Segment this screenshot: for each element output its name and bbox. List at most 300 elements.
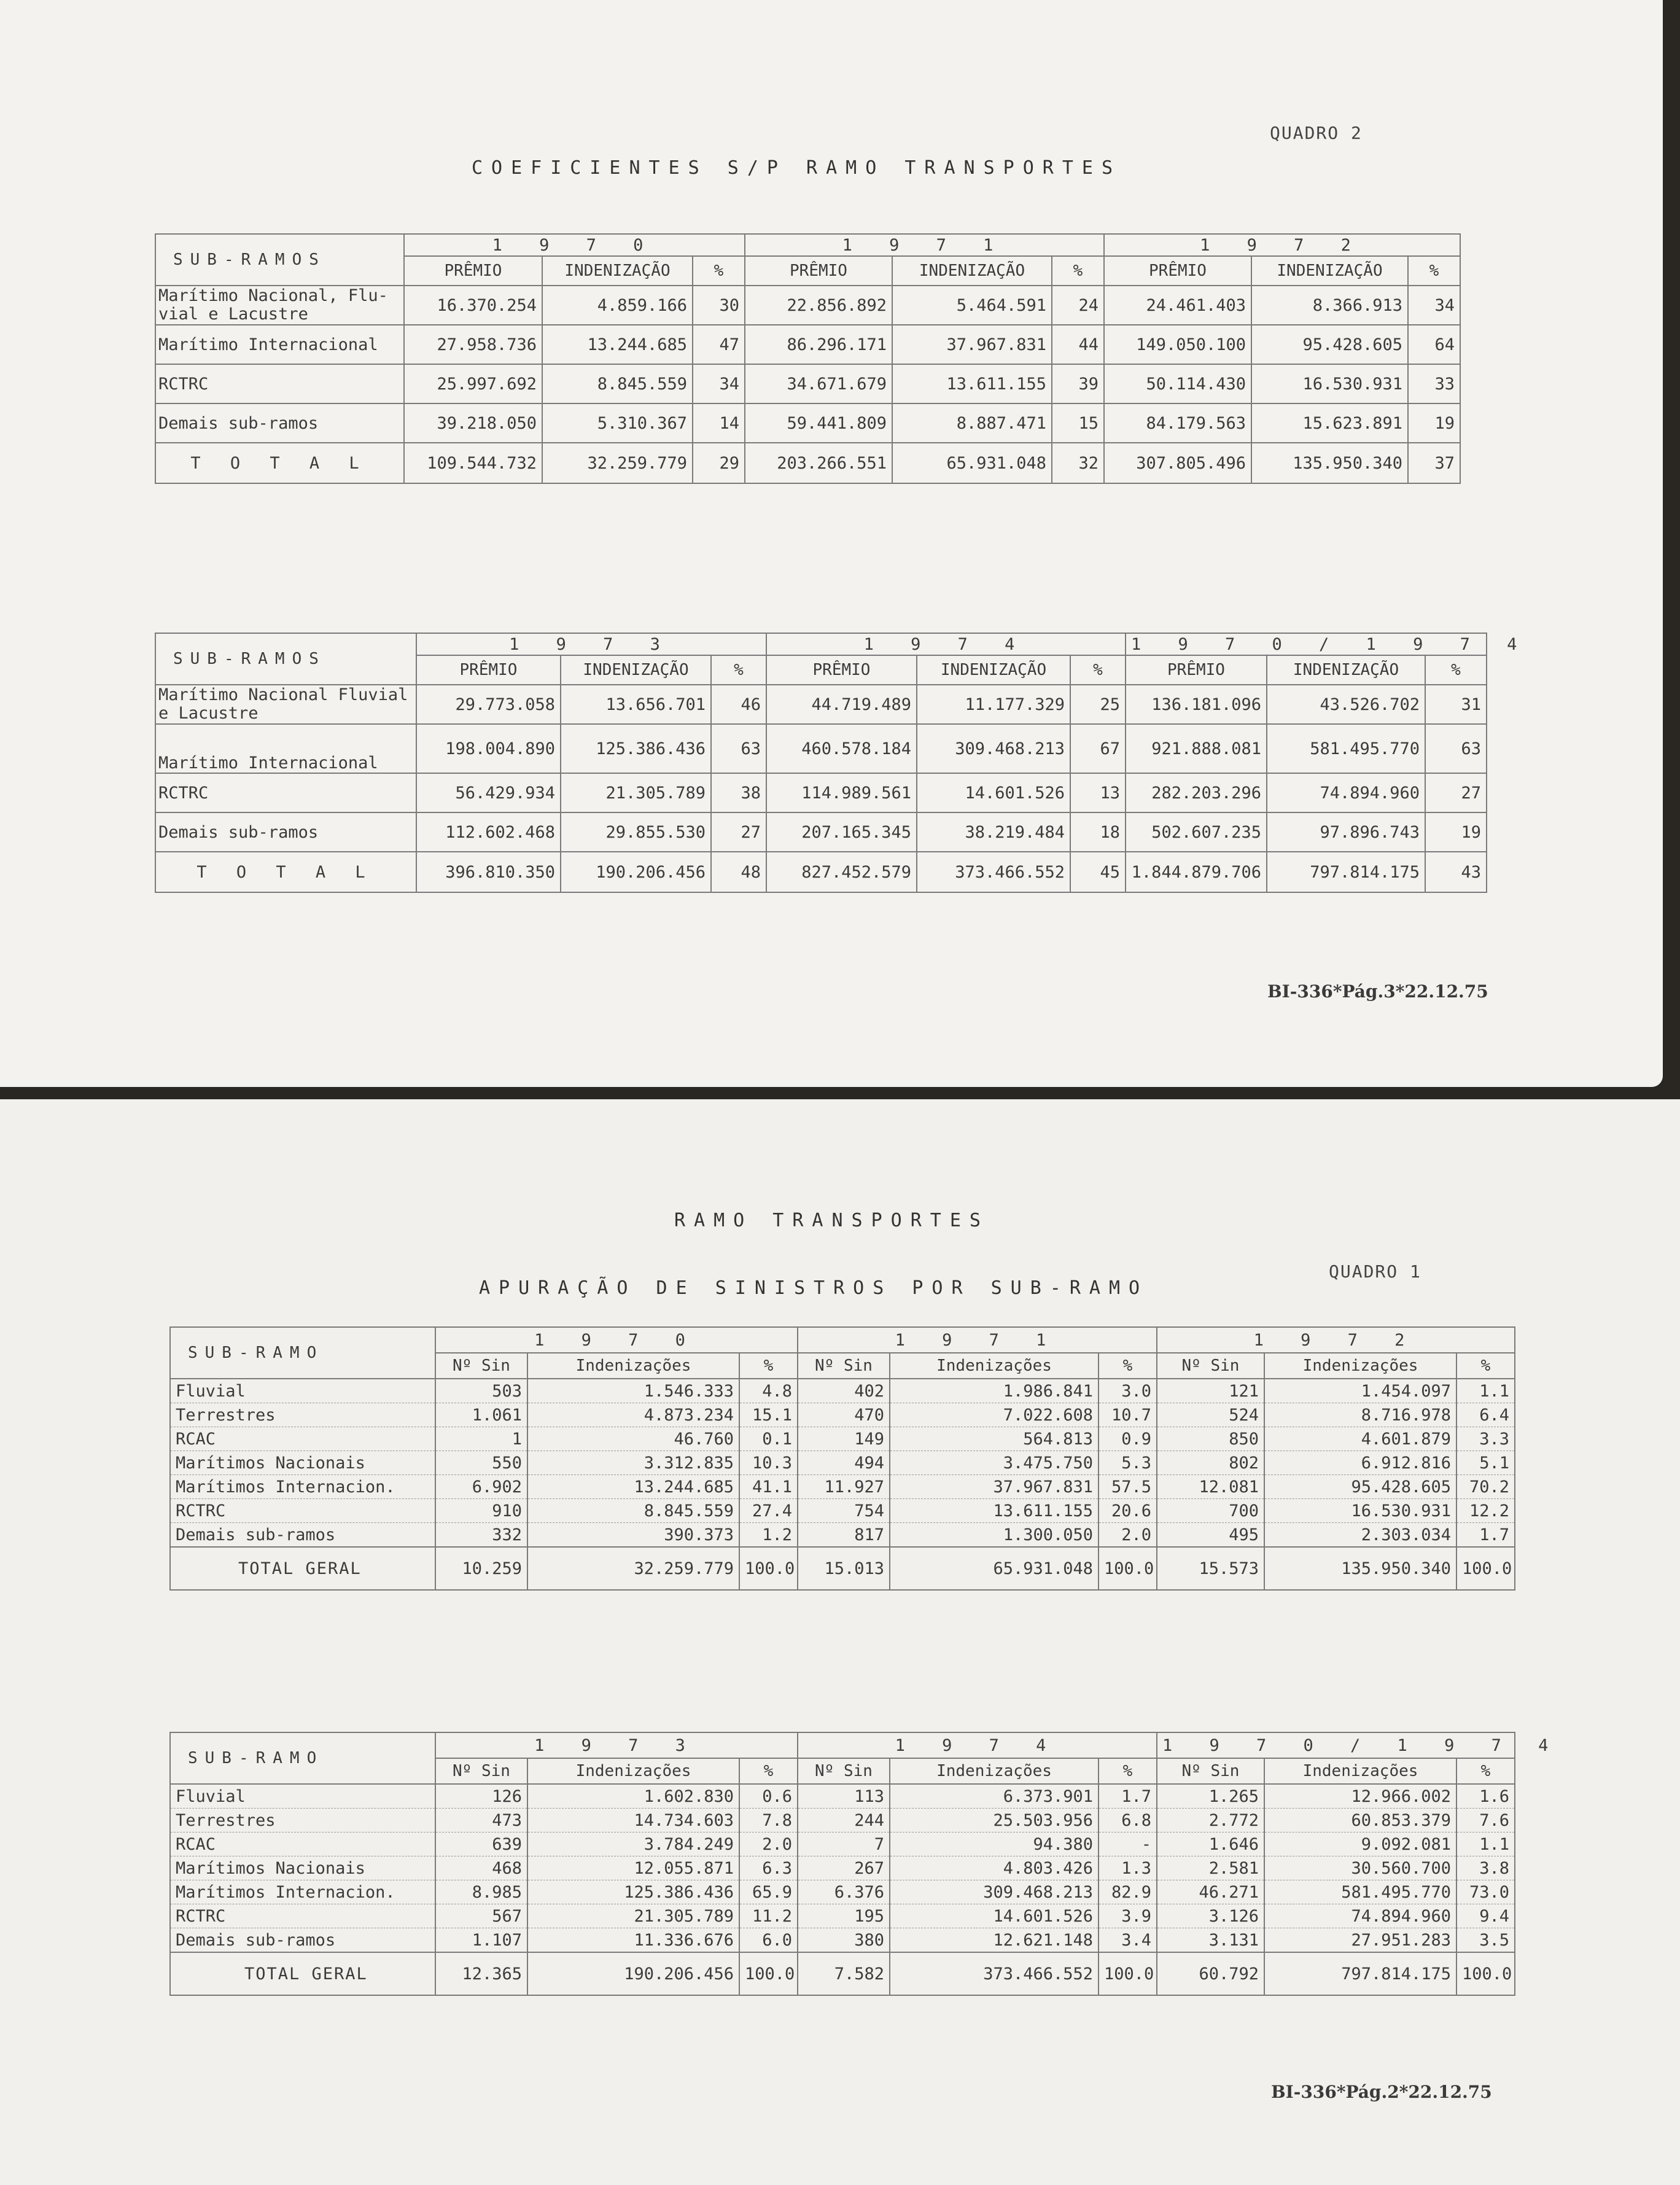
cell: 1.546.333 (527, 1379, 739, 1403)
cell: 65.931.048 (892, 443, 1052, 483)
cell: 402 (798, 1379, 890, 1403)
cell: 19 (1408, 403, 1460, 443)
col-header: PRÊMIO (416, 655, 561, 685)
cell: 27 (711, 812, 766, 852)
col-header: % (1052, 256, 1104, 286)
table-row (155, 724, 1487, 773)
cell: 97.896.743 (1267, 812, 1425, 852)
row-label: Marítimo Internacional (155, 724, 416, 773)
cell: 1.265 (1157, 1784, 1264, 1809)
cell: 6.902 (435, 1475, 527, 1499)
cell: 3.784.249 (527, 1833, 739, 1856)
cell: 3.5 (1456, 1928, 1515, 1953)
cell: 802 (1157, 1451, 1264, 1475)
cell: 14.734.603 (527, 1809, 739, 1833)
cell: 31 (1425, 685, 1487, 724)
year-header: 1 9 7 3 (435, 1732, 798, 1758)
cell: 48 (711, 852, 766, 892)
col-header: INDENIZAÇÃO (542, 256, 693, 286)
cell: 34 (693, 364, 745, 403)
cell: 46.760 (527, 1427, 739, 1451)
col-header: Indenizações (890, 1758, 1099, 1784)
cell: 2.772 (1157, 1809, 1264, 1833)
cell: 25.997.692 (404, 364, 542, 403)
cell: 38 (711, 773, 766, 812)
cell: 1.1 (1456, 1379, 1515, 1403)
cell: 7.6 (1456, 1809, 1515, 1833)
cell: 14.601.526 (890, 1904, 1099, 1928)
cell: 267 (798, 1856, 890, 1880)
cell: 27.958.736 (404, 325, 542, 364)
col-header: Nº Sin (1157, 1758, 1264, 1784)
col-header: PRÊMIO (766, 655, 917, 685)
year-header: 1 9 7 4 (766, 633, 1126, 655)
cell: 15.573 (1157, 1547, 1264, 1590)
row-label: Marítimos Internacion. (170, 1475, 435, 1499)
cell: 190.206.456 (561, 852, 711, 892)
cell: 21.305.789 (527, 1904, 739, 1928)
row-label: RCAC (170, 1427, 435, 1451)
cell: 639 (435, 1833, 527, 1856)
row-label: Marítimos Nacionais (170, 1856, 435, 1880)
claims-table-1973-1974 (169, 1732, 1562, 1996)
cell: 112.602.468 (416, 812, 561, 852)
cell: 113 (798, 1784, 890, 1809)
cell: 3.4 (1099, 1928, 1157, 1953)
table-row (170, 1880, 1515, 1904)
cell: 100.0 (1456, 1547, 1515, 1590)
table-row (155, 403, 1460, 443)
table-row (170, 1451, 1515, 1475)
cell: 6.8 (1099, 1809, 1157, 1833)
cell: 11.2 (739, 1904, 798, 1928)
col-header: PRÊMIO (745, 256, 892, 286)
col-header: Indenizações (527, 1353, 739, 1379)
cell: 0.9 (1099, 1427, 1157, 1451)
cell: 94.380 (890, 1833, 1099, 1856)
cell: 135.950.340 (1251, 443, 1408, 483)
cell: 43 (1425, 852, 1487, 892)
cell: 3.475.750 (890, 1451, 1099, 1475)
table-row (155, 812, 1487, 852)
cell: 46 (711, 685, 766, 724)
cell: 567 (435, 1904, 527, 1928)
row-label: Demais sub-ramos (155, 403, 404, 443)
cell: 524 (1157, 1403, 1264, 1427)
cell: 65.931.048 (890, 1547, 1099, 1590)
cell: 34.671.679 (745, 364, 892, 403)
cell: 11.927 (798, 1475, 890, 1499)
cell: 2.303.034 (1264, 1523, 1456, 1548)
cell: 60.792 (1157, 1952, 1264, 1995)
table-row (155, 773, 1487, 812)
cell: 37 (1408, 443, 1460, 483)
total-label: T O T A L (155, 852, 416, 892)
cell: 12.2 (1456, 1499, 1515, 1523)
cell: 14 (693, 403, 745, 443)
cell: 125.386.436 (561, 724, 711, 773)
row-label: Terrestres (170, 1403, 435, 1427)
cell: 15.013 (798, 1547, 890, 1590)
cell: 56.429.934 (416, 773, 561, 812)
cell: 1.602.830 (527, 1784, 739, 1809)
cell: 1.300.050 (890, 1523, 1099, 1548)
cell: 13.656.701 (561, 685, 711, 724)
cell: 18 (1070, 812, 1126, 852)
year-header: 1 9 7 0 (404, 234, 745, 256)
row-label: Marítimos Nacionais (170, 1451, 435, 1475)
row-label: RCTRC (155, 364, 404, 403)
cell: 468 (435, 1856, 527, 1880)
cell: 3.312.835 (527, 1451, 739, 1475)
cell: 46.271 (1157, 1880, 1264, 1904)
col-header: % (1456, 1353, 1515, 1379)
cell: 307.805.496 (1104, 443, 1251, 483)
cell: 5.1 (1456, 1451, 1515, 1475)
table-row (170, 1499, 1515, 1523)
cell: 13.244.685 (542, 325, 693, 364)
cell: 86.296.171 (745, 325, 892, 364)
sub-ramos-header: SUB-RAMOS (155, 234, 404, 286)
cell: 136.181.096 (1126, 685, 1267, 724)
cell: 121 (1157, 1379, 1264, 1403)
cell: 9.092.081 (1264, 1833, 1456, 1856)
quadro-label: QUADRO 1 (1329, 1261, 1421, 1282)
cell: 57.5 (1099, 1475, 1157, 1499)
row-label: Marítimos Internacion. (170, 1880, 435, 1904)
col-header: PRÊMIO (1104, 256, 1251, 286)
cell: 797.814.175 (1267, 852, 1425, 892)
cell: 41.1 (739, 1475, 798, 1499)
cell: 4.803.426 (890, 1856, 1099, 1880)
cell: 20.6 (1099, 1499, 1157, 1523)
cell: 910 (435, 1499, 527, 1523)
cell: 1.107 (435, 1928, 527, 1953)
cell: 1.1 (1456, 1833, 1515, 1856)
table-row (155, 364, 1460, 403)
cell: 16.530.931 (1264, 1499, 1456, 1523)
cell: 29.773.058 (416, 685, 561, 724)
cell: 67 (1070, 724, 1126, 773)
col-header: % (739, 1758, 798, 1784)
year-header: 1 9 7 4 (798, 1732, 1157, 1758)
cell: 37.967.831 (892, 325, 1052, 364)
cell: 8.845.559 (527, 1499, 739, 1523)
cell: 3.3 (1456, 1427, 1515, 1451)
col-header: INDENIZAÇÃO (892, 256, 1052, 286)
cell: 1 (435, 1427, 527, 1451)
table-row (170, 1809, 1515, 1833)
cell: 50.114.430 (1104, 364, 1251, 403)
cell: 390.373 (527, 1523, 739, 1548)
cell: 396.810.350 (416, 852, 561, 892)
cell: 5.3 (1099, 1451, 1157, 1475)
cell: 190.206.456 (527, 1952, 739, 1995)
cell: 10.259 (435, 1547, 527, 1590)
cell: - (1099, 1833, 1157, 1856)
cell: 3.126 (1157, 1904, 1264, 1928)
cell: 10.7 (1099, 1403, 1157, 1427)
row-label: Fluvial (170, 1784, 435, 1809)
cell: 45 (1070, 852, 1126, 892)
table-row (170, 1379, 1515, 1403)
col-header: PRÊMIO (404, 256, 542, 286)
col-header: % (693, 256, 745, 286)
cell: 495 (1157, 1523, 1264, 1548)
cell: 332 (435, 1523, 527, 1548)
cell: 149 (798, 1427, 890, 1451)
col-header: Nº Sin (798, 1353, 890, 1379)
cell: 12.966.002 (1264, 1784, 1456, 1809)
page-subtitle: APURAÇÃO DE SINISTROS POR SUB-RAMO (479, 1277, 1149, 1299)
col-header: % (1456, 1758, 1515, 1784)
cell: 32.259.779 (542, 443, 693, 483)
year-header: 1 9 7 2 (1157, 1327, 1515, 1353)
bottom-page (0, 1099, 1680, 2185)
col-header: % (1425, 655, 1487, 685)
table-row (155, 286, 1460, 325)
cell: 1.844.879.706 (1126, 852, 1267, 892)
sub-ramo-header: SUB-RAMO (170, 1732, 435, 1784)
total-label: TOTAL GERAL (170, 1547, 435, 1590)
col-header: Nº Sin (1157, 1353, 1264, 1379)
cell: 19 (1425, 812, 1487, 852)
cell: 7.022.608 (890, 1403, 1099, 1427)
cell: 100.0 (1099, 1547, 1157, 1590)
cell: 100.0 (739, 1547, 798, 1590)
cell: 3.8 (1456, 1856, 1515, 1880)
cell: 38.219.484 (917, 812, 1070, 852)
col-header: Indenizações (1264, 1353, 1456, 1379)
cell: 33 (1408, 364, 1460, 403)
cell: 3.0 (1099, 1379, 1157, 1403)
col-header: % (711, 655, 766, 685)
cell: 0.1 (739, 1427, 798, 1451)
coefficients-table-1973-1974 (155, 633, 1531, 893)
cell: 5.310.367 (542, 403, 693, 443)
cell: 100.0 (1456, 1952, 1515, 1995)
cell: 7.582 (798, 1952, 890, 1995)
cell: 24 (1052, 286, 1104, 325)
cell: 244 (798, 1809, 890, 1833)
cell: 65.9 (739, 1880, 798, 1904)
cell: 84.179.563 (1104, 403, 1251, 443)
cell: 64 (1408, 325, 1460, 364)
total-row (155, 443, 1460, 483)
col-header: Indenizações (890, 1353, 1099, 1379)
cell: 16.530.931 (1251, 364, 1408, 403)
cell: 564.813 (890, 1427, 1099, 1451)
cell: 100.0 (1099, 1952, 1157, 1995)
page-footer: BI-336*Pág.2*22.12.75 (1271, 2082, 1492, 2102)
cell: 43.526.702 (1267, 685, 1425, 724)
cell: 473 (435, 1809, 527, 1833)
claims-table-1970-1972 (169, 1326, 1515, 1591)
cell: 373.466.552 (917, 852, 1070, 892)
col-header: % (1099, 1758, 1157, 1784)
cell: 73.0 (1456, 1880, 1515, 1904)
cell: 4.601.879 (1264, 1427, 1456, 1451)
cell: 44.719.489 (766, 685, 917, 724)
cell: 6.3 (739, 1856, 798, 1880)
cell: 502.607.235 (1126, 812, 1267, 852)
cell: 1.454.097 (1264, 1379, 1456, 1403)
cell: 8.887.471 (892, 403, 1052, 443)
cell: 59.441.809 (745, 403, 892, 443)
cell: 22.856.892 (745, 286, 892, 325)
table-row (170, 1427, 1515, 1451)
cell: 1.061 (435, 1403, 527, 1427)
cell: 4.8 (739, 1379, 798, 1403)
cell: 8.366.913 (1251, 286, 1408, 325)
cell: 44 (1052, 325, 1104, 364)
table-row (155, 325, 1460, 364)
row-label: RCAC (170, 1833, 435, 1856)
cell: 13 (1070, 773, 1126, 812)
top-page (0, 0, 1663, 1087)
sub-ramos-header: SUB-RAMOS (155, 633, 416, 685)
row-label: RCTRC (155, 773, 416, 812)
cell: 12.621.148 (890, 1928, 1099, 1953)
cell: 494 (798, 1451, 890, 1475)
cell: 1.986.841 (890, 1379, 1099, 1403)
cell: 4.859.166 (542, 286, 693, 325)
table-row (170, 1928, 1515, 1953)
col-header: % (739, 1353, 798, 1379)
row-label: RCTRC (170, 1499, 435, 1523)
cell: 13.611.155 (892, 364, 1052, 403)
cell: 109.544.732 (404, 443, 542, 483)
row-label: Marítimo Internacional (155, 325, 404, 364)
cell: 39 (1052, 364, 1104, 403)
year-header: 1 9 7 0 / 1 9 7 4 (1126, 633, 1487, 655)
cell: 27 (1425, 773, 1487, 812)
page-title: COEFICIENTES S/P RAMO TRANSPORTES (472, 157, 1122, 179)
page-title: RAMO TRANSPORTES (674, 1210, 989, 1231)
col-header: % (1099, 1353, 1157, 1379)
cell: 34 (1408, 286, 1460, 325)
coefficients-table-1970-1972 (155, 233, 1461, 484)
total-label: TOTAL GERAL (170, 1952, 435, 1995)
cell: 6.376 (798, 1880, 890, 1904)
cell: 8.716.978 (1264, 1403, 1456, 1427)
cell: 309.468.213 (917, 724, 1070, 773)
cell: 6.0 (739, 1928, 798, 1953)
cell: 13.611.155 (890, 1499, 1099, 1523)
cell: 32 (1052, 443, 1104, 483)
row-label: Demais sub-ramos (170, 1928, 435, 1953)
cell: 5.464.591 (892, 286, 1052, 325)
cell: 3.131 (1157, 1928, 1264, 1953)
cell: 195 (798, 1904, 890, 1928)
cell: 1.6 (1456, 1784, 1515, 1809)
cell: 470 (798, 1403, 890, 1427)
cell: 25 (1070, 685, 1126, 724)
cell: 63 (711, 724, 766, 773)
cell: 550 (435, 1451, 527, 1475)
col-header: Nº Sin (798, 1758, 890, 1784)
year-header: 1 9 7 3 (416, 633, 766, 655)
cell: 797.814.175 (1264, 1952, 1456, 1995)
cell: 15.623.891 (1251, 403, 1408, 443)
cell: 63 (1425, 724, 1487, 773)
cell: 817 (798, 1523, 890, 1548)
cell: 6.373.901 (890, 1784, 1099, 1809)
cell: 380 (798, 1928, 890, 1953)
cell: 1.7 (1456, 1523, 1515, 1548)
cell: 207.165.345 (766, 812, 917, 852)
cell: 309.468.213 (890, 1880, 1099, 1904)
cell: 21.305.789 (561, 773, 711, 812)
cell: 11.177.329 (917, 685, 1070, 724)
cell: 14.601.526 (917, 773, 1070, 812)
col-header: Nº Sin (435, 1353, 527, 1379)
row-label: Demais sub-ramos (170, 1523, 435, 1548)
row-label: Marítimo Nacional Fluvial e Lacustre (155, 685, 416, 724)
table-row (170, 1523, 1515, 1548)
cell: 10.3 (739, 1451, 798, 1475)
total-row (170, 1952, 1515, 1995)
cell: 15 (1052, 403, 1104, 443)
cell: 135.950.340 (1264, 1547, 1456, 1590)
cell: 39.218.050 (404, 403, 542, 443)
col-header: INDENIZAÇÃO (917, 655, 1070, 685)
cell: 2.581 (1157, 1856, 1264, 1880)
cell: 29.855.530 (561, 812, 711, 852)
col-header: Nº Sin (435, 1758, 527, 1784)
cell: 16.370.254 (404, 286, 542, 325)
cell: 700 (1157, 1499, 1264, 1523)
cell: 37.967.831 (890, 1475, 1099, 1499)
page-footer: BI-336*Pág.3*22.12.75 (1267, 981, 1488, 1002)
table-row (170, 1833, 1515, 1856)
cell: 6.912.816 (1264, 1451, 1456, 1475)
cell: 282.203.296 (1126, 773, 1267, 812)
cell: 4.873.234 (527, 1403, 739, 1427)
col-header: Indenizações (527, 1758, 739, 1784)
cell: 3.9 (1099, 1904, 1157, 1928)
cell: 15.1 (739, 1403, 798, 1427)
cell: 126 (435, 1784, 527, 1809)
cell: 95.428.605 (1264, 1475, 1456, 1499)
cell: 6.4 (1456, 1403, 1515, 1427)
cell: 149.050.100 (1104, 325, 1251, 364)
year-header: 1 9 7 1 (745, 234, 1104, 256)
cell: 373.466.552 (890, 1952, 1099, 1995)
cell: 581.495.770 (1264, 1880, 1456, 1904)
cell: 1.2 (739, 1523, 798, 1548)
cell: 9.4 (1456, 1904, 1515, 1928)
cell: 8.845.559 (542, 364, 693, 403)
cell: 74.894.960 (1267, 773, 1425, 812)
cell: 2.0 (1099, 1523, 1157, 1548)
cell: 12.055.871 (527, 1856, 739, 1880)
year-header: 1 9 7 0 (435, 1327, 798, 1353)
cell: 921.888.081 (1126, 724, 1267, 773)
cell: 581.495.770 (1267, 724, 1425, 773)
table-row (170, 1475, 1515, 1499)
cell: 30.560.700 (1264, 1856, 1456, 1880)
cell: 47 (693, 325, 745, 364)
col-header: % (1070, 655, 1126, 685)
cell: 827.452.579 (766, 852, 917, 892)
cell: 82.9 (1099, 1880, 1157, 1904)
row-label: Terrestres (170, 1809, 435, 1833)
cell: 460.578.184 (766, 724, 917, 773)
col-header: % (1408, 256, 1460, 286)
cell: 1.3 (1099, 1856, 1157, 1880)
cell: 125.386.436 (527, 1880, 739, 1904)
